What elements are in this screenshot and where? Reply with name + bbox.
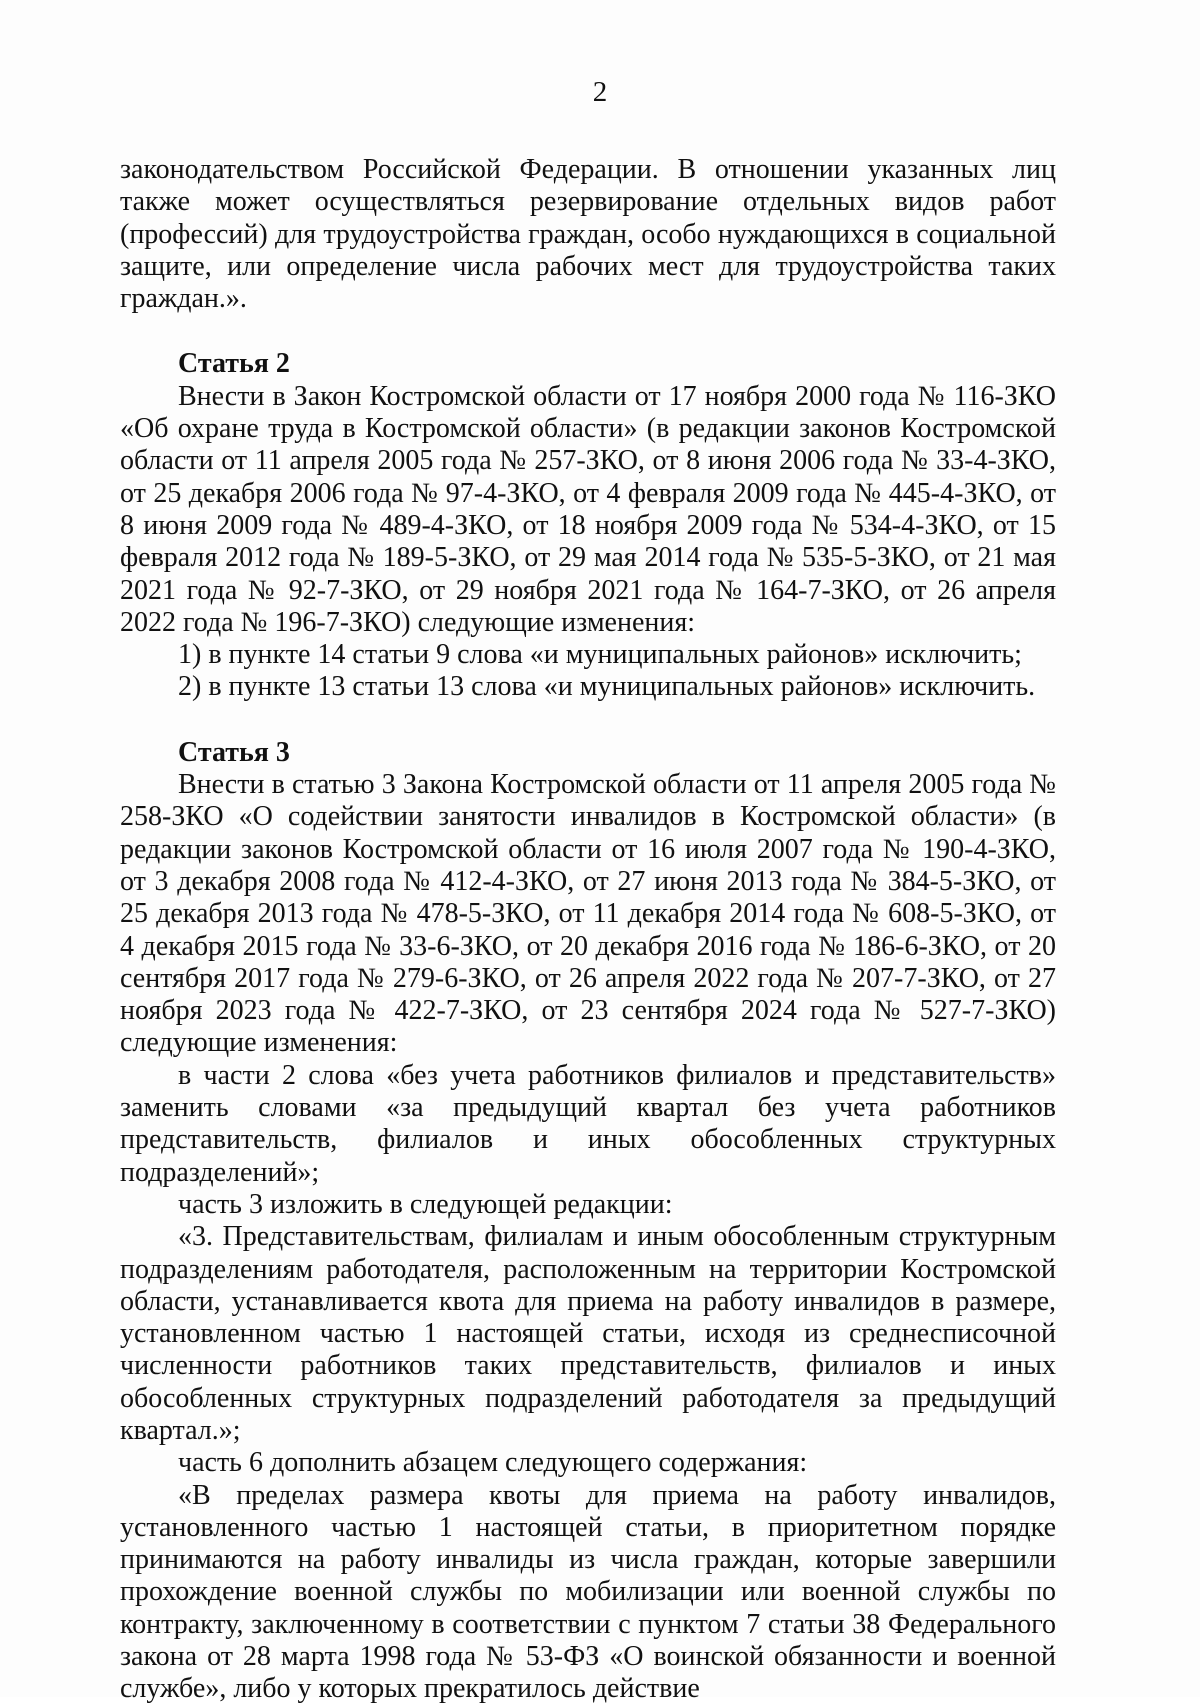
article-2-body: Внести в Закон Костромской области от 17 ноября 2000 года № 116-ЗКО «Об охране труда в Костромской области» (в редакции законов Костромской области от 11 апреля 2005 года № 257-ЗКО, от 8 июня 2006 года № 33-4-ЗКО, от 25 декабря 2006 года № 97-4-ЗКО, от 4 февраля 2009 года № 445-4-ЗКО, от 8 июня 2009 года № 489-4-ЗКО, от 18 ноября 2009 года № 534-4-ЗКО, от 15 февраля 2012 года № 189-5-ЗКО, от 29 мая 2014 года № 535-5-ЗКО, от 21 мая 2021 года № 92-7-ЗКО, от 29 ноября 2021 года № 164-7-ЗКО, от 26 апреля 2022 года № 196-7-ЗКО) следующие изменения: xyxy=(120,380,1056,638)
article-3-body: Внести в статью 3 Закона Костромской области от 11 апреля 2005 года № 258-ЗКО «О содействии занятости инвалидов в Костромской области» (в редакции законов Костромской области от 16 июля 2007 года № 190-4-ЗКО, от 3 декабря 2008 года № 412-4-ЗКО, от 27 июня 2013 года № 384-5-ЗКО, от 25 декабря 2013 года № 478-5-ЗКО, от 11 декабря 2014 года № 608-5-ЗКО, от 4 декабря 2015 года № 33-6-ЗКО, от 20 декабря 2016 года № 186-6-ЗКО, от 20 сентября 2017 года № 279-6-ЗКО, от 26 апреля 2022 года № 207-7-ЗКО, от 27 ноября 2023 года № 422-7-ЗКО, от 23 сентября 2024 года № 527-7-ЗКО) следующие изменения: xyxy=(120,769,1056,1059)
article-3-title: Статья 3 xyxy=(178,736,290,768)
section-gap xyxy=(120,315,1056,348)
article-3 xyxy=(120,737,1056,1706)
article-2-title: Статья 2 xyxy=(178,348,290,380)
article-3-paragraph-3: «3. Представительствам, филиалам и иным обособленным структурным подразделениям работодателя, расположенным на территории Костромской области, устанавливается квота для приема на работу инвалидов в размере, установленном частью 1 настоящей статьи, исходя из среднесписочной численности работников таких представительств, филиалов и иных обособленных структурных подразделений работодателя за предыдущий квартал.»; xyxy=(120,1221,1056,1446)
article-3-paragraph-5: «В пределах размера квоты для приема на работу инвалидов, установленного частью 1 настоящей статьи, в приоритетном порядке принимаются на работу инвалиды из числа граждан, которые завершили прохождение военной службы по мобилизации или военной службы по контракту, заключенному в соответствии с пунктом 7 статьи 38 Федерального закона от 28 марта 1998 года № 53-ФЗ «О воинской обязанности и военной службе», либо у которых прекратилось действие xyxy=(120,1479,1056,1705)
document-body xyxy=(120,154,1056,1706)
article-3-paragraph-4: часть 6 дополнить абзацем следующего содержания: xyxy=(178,1447,808,1479)
section-gap xyxy=(120,704,1056,737)
article-2-item-2: 2) в пункте 13 статьи 13 слова «и муниципальных районов» исключить. xyxy=(178,671,1036,703)
article-2-item-1: 1) в пункте 14 статьи 9 слова «и муниципальных районов» исключить; xyxy=(178,639,1022,671)
article-2 xyxy=(120,348,1056,703)
intro-paragraph: законодательством Российской Федерации. В отношении указанных лиц также может осуществляться резервирование отдельных видов работ (профессий) для трудоустройства граждан, особо нуждающихся в социальной защите, или определение числа рабочих мест для трудоустройства таких граждан.». xyxy=(120,154,1056,315)
article-3-paragraph-2: часть 3 изложить в следующей редакции: xyxy=(178,1188,673,1220)
article-3-paragraph-1: в части 2 слова «без учета работников филиалов и представительств» заменить словами «за предыдущий квартал без учета работников представительств, филиалов и иных обособленных структурных подразделений»; xyxy=(120,1059,1056,1188)
page-number: 2 xyxy=(592,76,608,108)
